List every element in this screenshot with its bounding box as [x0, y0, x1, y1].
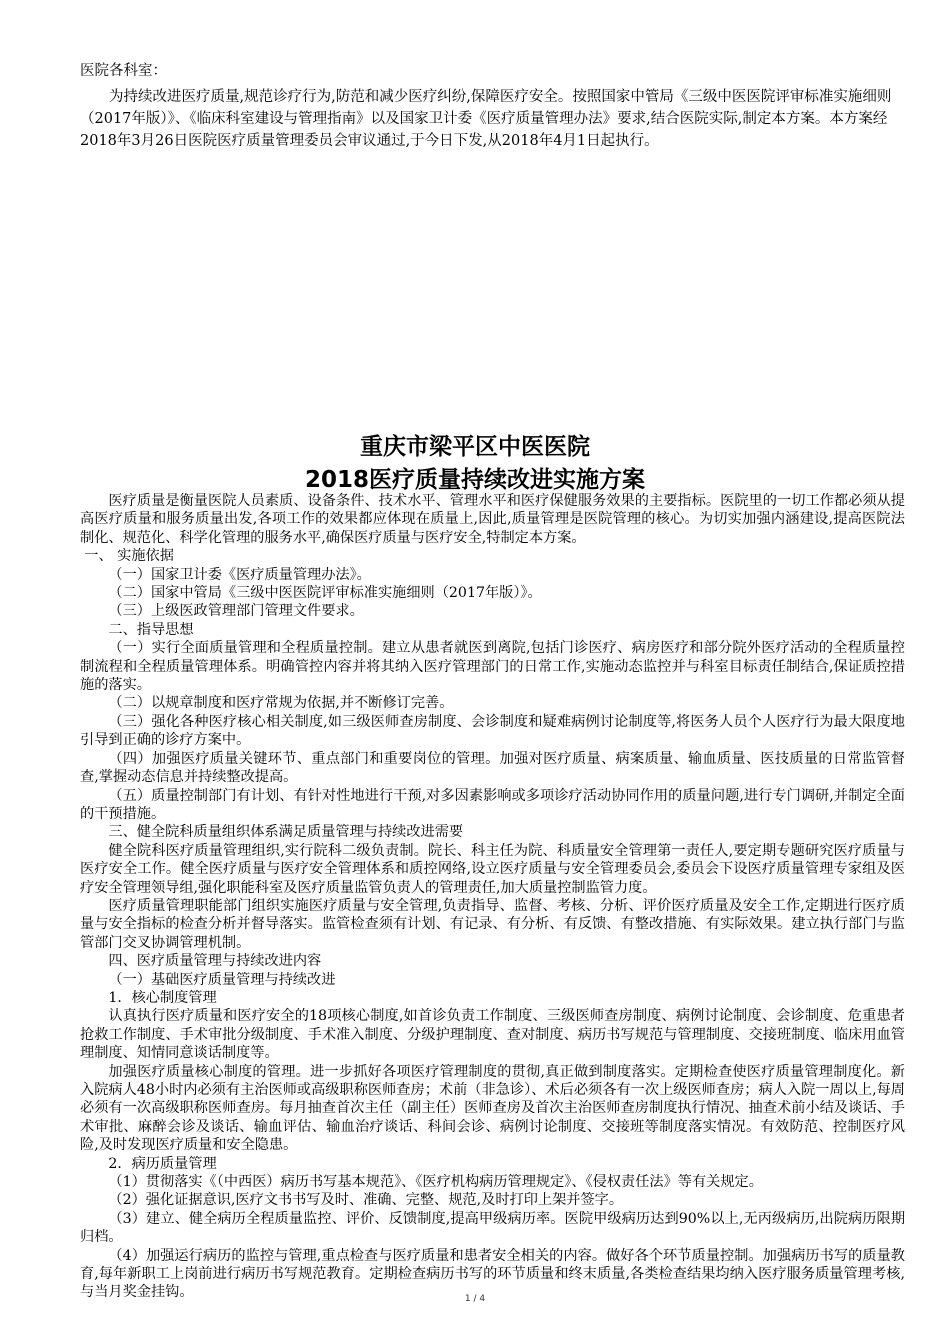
- notice-header: [80, 60, 905, 152]
- intro-paragraph: 为持续改进医疗质量,规范诊疗行为,防范和减少医疗纠纷,保障医疗安全。按照国家中管局《三级中医医院评审标准实施细则（2017年版）》、《临床科室建设与管理指南》以及国家卫计委《医疗质量管理办法》要求,结合医院实际,制定本方案。本方案经2018年3月26日医院医疗质量管理委员会审议通过,于今日下发,从2018年4月1日起执行。: [80, 89, 892, 149]
- list-item: （4）加强运行病历的监控与管理,重点检查与医疗质量和患者安全相关的内容。做好各个环节质量控制。加强病历书写的质量教育,每年新职工上岗前进行病历书写规范教育。定期检查病历书写的环节质量和终末质量,各类检查结果均纳入医疗服务质量管理考核,与当月奖金挂钩。: [80, 1247, 905, 1301]
- list-item: （3）建立、健全病历全程质量监控、评价、反馈制度,提高甲级病历率。医院甲级病历达到90%以上,无丙级病历,出院病历限期归档。: [80, 1210, 906, 1246]
- paragraph: 医疗质量是衡量医院人员素质、设备条件、技术水平、管理水平和医疗保健服务效果的主要指标。医院里的一切工作都必须从提高医疗质量和服务质量出发,各项工作的效果都应体现在质量上,因此,质量管理是医院管理的核心。为切实加强内涵建设,提高医院法制化、规范化、科学化管理的服务水平,确保医疗质量与医疗安全,特制定本方案。: [80, 493, 905, 546]
- list-item: （五）质量控制部门有计划、有针对性地进行干预,对多因素影响或多项诊疗活动协同作用的质量问题,进行专门调研,并制定全面的干预措施。: [80, 787, 905, 822]
- paragraph: 健全院科医疗质量管理组织,实行院科二级负责制。院长、科主任为院、科质量安全管理第一责任人,要定期专题研究医疗质量与医疗安全工作。健全医疗质量与医疗安全管理体系和质控网络,设立医疗质量与安全管理委员会,委员会下设医疗质量管理专家组及医疗安全管理领导组,强化职能科室及医疗质量监管负责人的管理责任,加大质量控制监管力度。: [80, 842, 905, 896]
- section-heading: 二、指导思想: [108, 621, 194, 638]
- document-body: [80, 492, 905, 1302]
- list-item: （二）以规章制度和医疗常规为依据,并不断修订完善。: [108, 695, 454, 712]
- paragraph: 认真执行医疗质量和医疗安全的18项核心制度,如首诊负责工作制度、三级医师查房制度、病例讨论制度、会诊制度、危重患者抢救工作制度、手术审批分级制度、手术准入制度、分级护理制度、查对制度、病历书写规范与管理制度、交接班制度、临床用血管理制度、知情同意谈话制度等。: [80, 1008, 905, 1062]
- paragraph: 医疗质量管理职能部门组织实施医疗质量与安全管理,负责指导、监督、考核、分析、评价医疗质量及安全工作,定期进行医疗质量与安全指标的检查分析并督导落实。监管检查须有计划、有记录、有分析、有反馈、有整改措施、有实际效果。建立执行部门与监管部门交叉协调管理机制。: [80, 897, 905, 951]
- list-item: （1）贯彻落实《（中西医）病历书写基本规范》、《医疗机构病历管理规定》、《侵权责任法》等有关规定。: [108, 1174, 763, 1191]
- section-heading: 三、健全院科质量组织体系满足质量管理与持续改进需要: [108, 824, 464, 841]
- section-heading: 四、医疗质量管理与持续改进内容: [108, 953, 322, 970]
- section-heading: 一、 实施依据: [84, 548, 174, 565]
- list-item: （三）强化各种医疗核心相关制度,如三级医师查房制度、会诊制度和疑难病例讨论制度等,将医务人员个人医疗行为最大限度地引导到正确的诊疗方案中。: [80, 713, 905, 749]
- list-item: （一）国家卫计委《医疗质量管理办法》。: [108, 566, 371, 583]
- document-title-hospital: 重庆市梁平区中医医院: [360, 434, 590, 460]
- list-item: （2）强化证据意识,医疗文书书写及时、准确、完整、规范,及时打印上架并签字。: [108, 1192, 624, 1209]
- subsection-heading: （一）基础医疗质量管理与持续改进: [108, 971, 336, 988]
- document-title-plan: 2018医疗质量持续改进实施方案: [304, 467, 645, 493]
- list-item: （四）加强医疗质量关键环节、重点部门和重要岗位的管理。加强对医疗质量、病案质量、输血质量、医技质量的日常监管督查,掌握动态信息并持续整改提高。: [80, 750, 905, 786]
- salutation: 医院各科室：: [80, 63, 167, 79]
- list-item: （二）国家中管局《三级中医医院评审标准实施细则（2017年版）》。: [108, 585, 542, 602]
- subsection-heading: 2．病历质量管理: [108, 1155, 217, 1172]
- list-item: （一）实行全面质量管理和全程质量控制。建立从患者就医到离院,包括门诊医疗、病房医疗和部分院外医疗活动的全程质量控制流程和全程质量管理体系。明确管控内容并将其纳入医疗管理部门的日常工作,实施动态监控并与科室目标责任制结合,保证质控措施的落实。: [80, 640, 905, 694]
- paragraph: 加强医疗质量核心制度的管理。进一步抓好各项医疗管理制度的贯彻,真正做到制度落实。定期检查使医疗质量管理制度化。新入院病人48小时内必须有主治医师或高级职称医师查房；术前（非急诊）、术后必须各有一次上级医师查房；病人入院一周以上,每周必须有一次高级职称医师查房。每月抽查首次主任（副主任）医师查房及首次主治医师查房制度执行情况、抽查术前小结及谈话、手术审批、麻醉会诊及谈话、输血评估、输血治疗谈话、科间会诊、病例讨论制度、交接班等制度落实情况。有效防范、控制医疗风险,及时发现医疗质量和安全隐患。: [80, 1063, 905, 1154]
- list-item: （三）上级医政管理部门管理文件要求。: [108, 603, 364, 620]
- subsection-heading: 1．核心制度管理: [108, 989, 217, 1006]
- page-number: 1 / 4: [464, 1294, 486, 1304]
